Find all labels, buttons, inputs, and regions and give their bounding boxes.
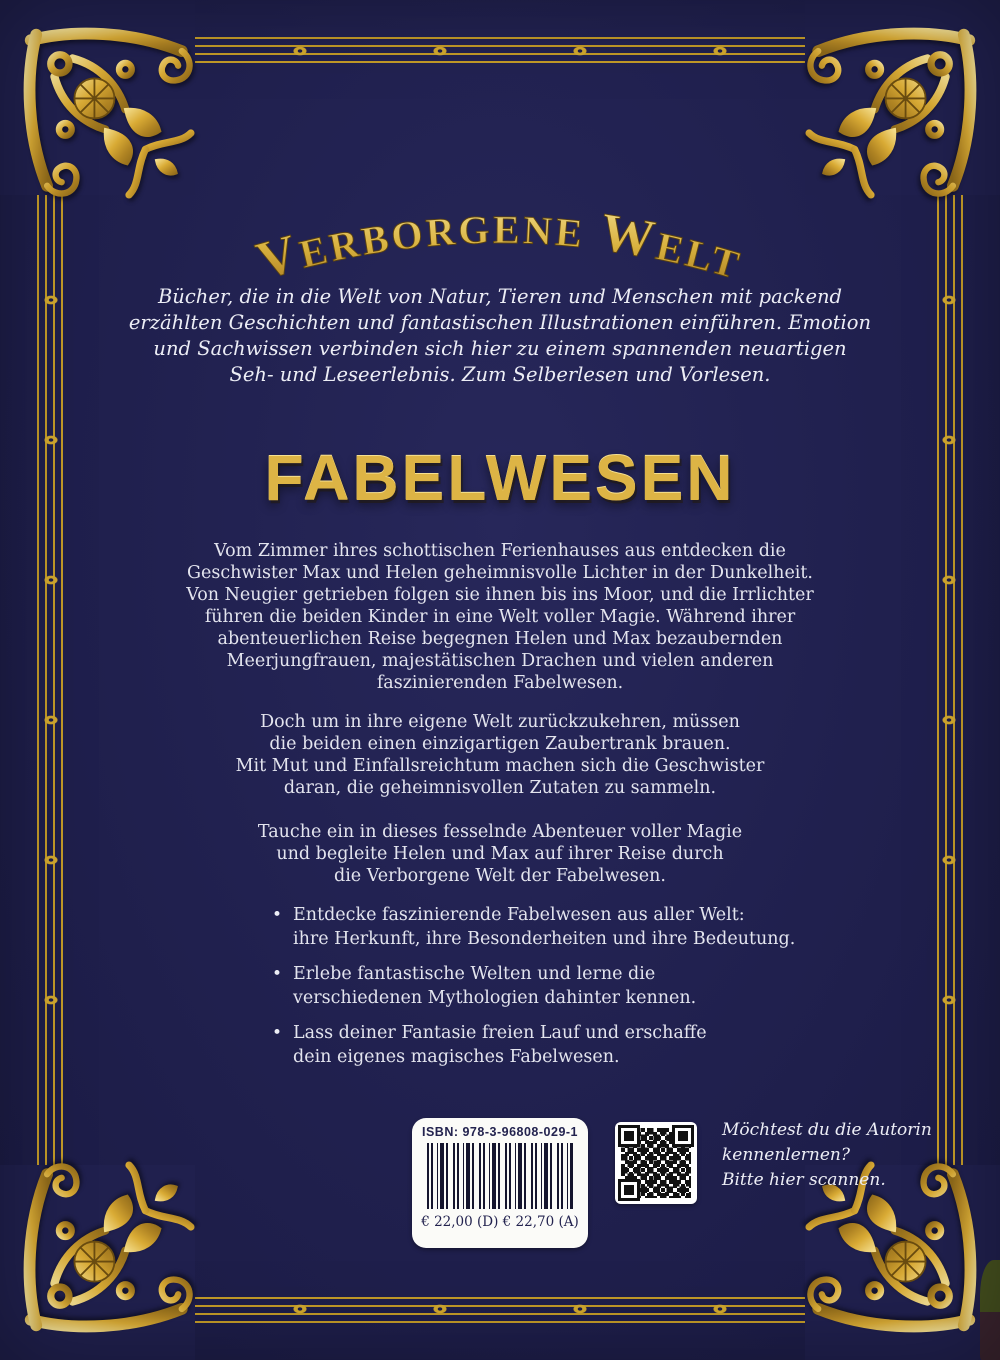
list-item bbox=[272, 962, 795, 1010]
blurb-paragraph-1: Vom Zimmer ihres schottischen Ferienhauses aus entdecken die Geschwister Max und Helen geheimnisvolle Lichter in der Dunkelheit. Von Neugier getrieben folgen sie ihnen bis ins Moor, und die Irrlichter führen die beiden Kinder in eine Welt voller Magie. Während ihrer abenteuerlichen Reise begegnen Helen und Max bezaubernden Meerjungfrauen, majestätischen Drachen und vielen anderen faszinierenden Fabelwesen. bbox=[186, 541, 814, 693]
corner-filigree-icon bbox=[18, 1156, 200, 1338]
bullet-text: Entdecke faszinierende Fabelwesen aus aller Welt: ihre Herkunft, ihre Besonderheiten und ihre Bedeutung. bbox=[293, 905, 796, 949]
bullet-icon: • bbox=[272, 1023, 283, 1043]
series-title-initial: V bbox=[250, 221, 307, 292]
frame-knot-ornaments-top bbox=[230, 43, 770, 59]
bullet-icon: • bbox=[272, 964, 283, 984]
qr-code-icon bbox=[615, 1122, 697, 1204]
bullet-icon: • bbox=[272, 905, 283, 925]
blurb-paragraph-3: Tauche ein in dieses fesselnde Abenteuer voller Magie und begleite Helen und Max auf ihrer Reise durch die Verborgene Welt der Fabelwesen. bbox=[257, 822, 743, 886]
book-title: FABELWESEN bbox=[264, 442, 736, 514]
isbn-barcode-panel bbox=[412, 1118, 588, 1248]
svg-text:VERBORGENEWELT: VERBORGENE WELT bbox=[250, 201, 747, 292]
feature-bullet-list bbox=[272, 903, 795, 1080]
series-tagline: Bücher, die in die Welt von Natur, Tieren und Menschen mit packend erzählten Geschichten und fantastischen Illustrationen einführen. Emotion und Sachwissen verbinden sich hier zu einem spannenden neuartigen Seh- und Leseerlebnis. Zum Selberlesen und Vorlesen. bbox=[128, 285, 872, 386]
photo-prop-leaf bbox=[980, 1260, 1000, 1360]
qr-finder-icon bbox=[672, 1125, 694, 1147]
bullet-text: Erlebe fantastische Welten und lerne die verschiedenen Mythologien dahinter kennen. bbox=[293, 964, 697, 1008]
price: € 22,00 (D) € 22,70 (A) bbox=[421, 1214, 579, 1230]
list-item bbox=[272, 903, 795, 951]
bullet-text: Lass deiner Fantasie freien Lauf und erschaffe dein eigenes magisches Fabelwesen. bbox=[293, 1023, 707, 1067]
frame-knot-ornaments-bottom bbox=[230, 1301, 770, 1317]
series-title-initial: W bbox=[595, 201, 663, 270]
isbn-number: ISBN: 978-3-96808-029-1 bbox=[421, 1125, 579, 1139]
barcode-icon bbox=[427, 1143, 573, 1209]
qr-finder-icon bbox=[618, 1125, 640, 1147]
blurb-paragraph-2: Doch um in ihre eigene Welt zurückzukehren, müssen die beiden einen einzigartigen Zaubertrank brauen. Mit Mut und Einfallsreichtum machen sich die Geschwister daran, die geheimnisvollen Zutaten zu sammeln. bbox=[235, 712, 765, 798]
series-title bbox=[240, 186, 760, 296]
list-item bbox=[272, 1021, 795, 1069]
corner-filigree-icon bbox=[800, 22, 982, 204]
corner-filigree-icon bbox=[18, 22, 200, 204]
qr-finder-icon bbox=[618, 1179, 640, 1201]
qr-caption: Möchtest du die Autorin kennenlernen? Bitte hier scannen. bbox=[722, 1120, 932, 1190]
